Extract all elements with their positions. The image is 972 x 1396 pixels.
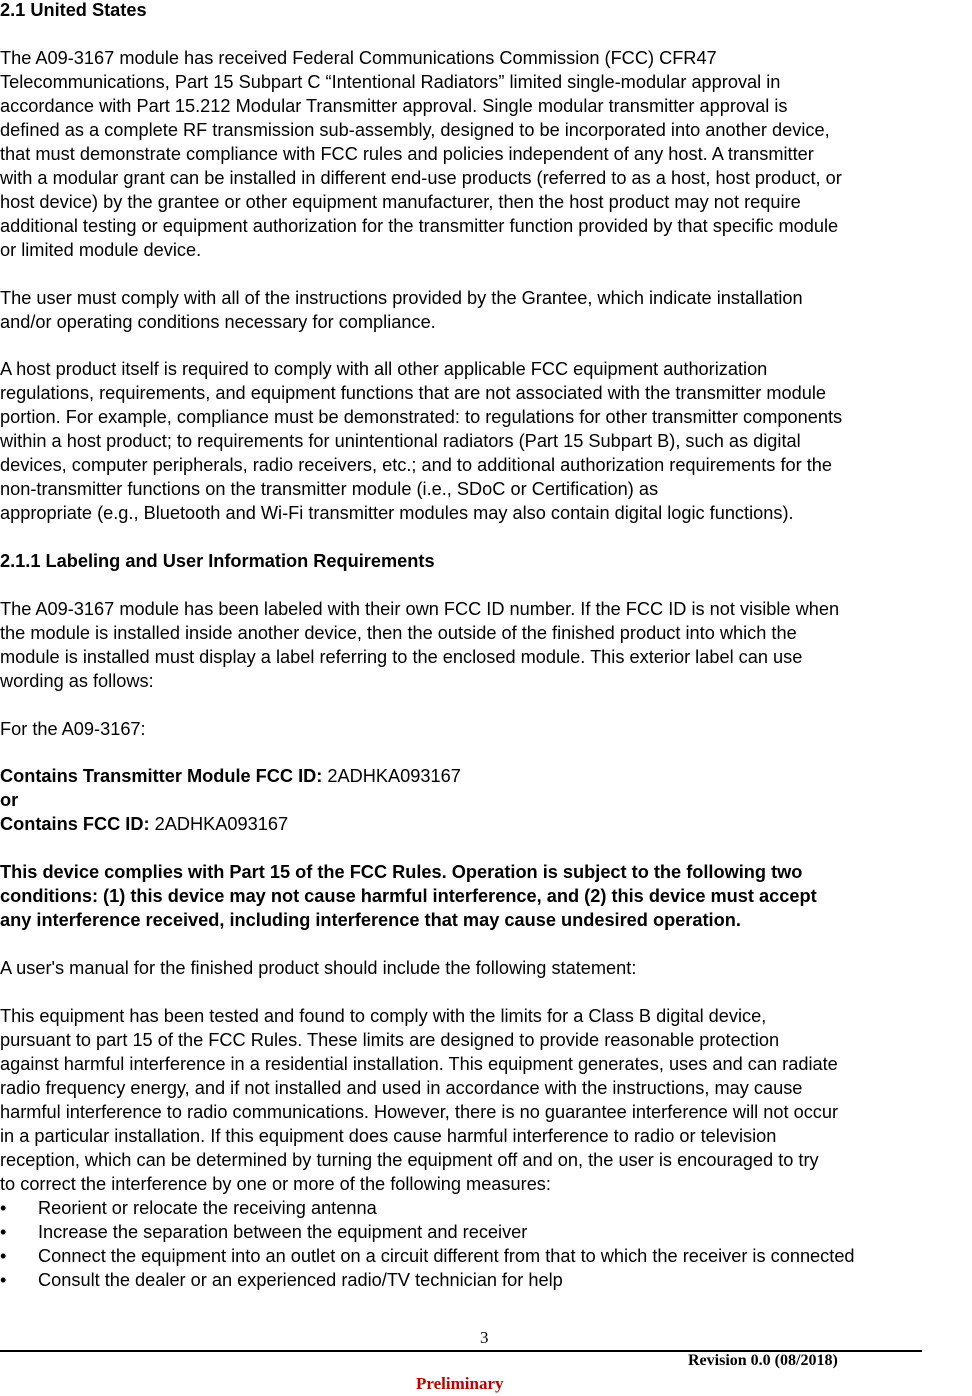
fcc-id-value: 2ADHKA093167	[149, 814, 289, 834]
label-text-2	[0, 812, 288, 836]
for-line: For the A09-3167:	[0, 719, 146, 739]
fcc-id-value: 2ADHKA093167	[322, 766, 461, 786]
paragraph-line: reception, which can be determined by turning the equipment off and on, the user is encouraged to try	[0, 1150, 819, 1170]
paragraph-line: the module is installed inside another device, then the outside of the finished product into which the	[0, 623, 797, 643]
paragraph-line: host device) by the grantee or other equipment manufacturer, then the host product may not require	[0, 192, 801, 212]
bullet-icon: •	[0, 1270, 7, 1290]
section-heading: 2.1 United States	[0, 0, 147, 20]
paragraph-line: harmful interference to radio communications. However, there is no guarantee interference will not occur	[0, 1102, 839, 1122]
revision-label: Revision 0.0 (08/2018)	[688, 1352, 838, 1369]
bullet-icon: •	[0, 1198, 7, 1218]
paragraph-line: The A09-3167 module has been labeled with their own FCC ID number. If the FCC ID is not visible when	[0, 599, 840, 619]
compliance-line: This device complies with Part 15 of the FCC Rules. Operation is subject to the following two	[0, 862, 803, 882]
paragraph-line: devices, computer peripherals, radio receivers, etc.; and to additional authorization requirements for the	[0, 455, 833, 475]
paragraph-line: with a modular grant can be installed in different end-use products (referred to as a host, host product, or	[0, 168, 842, 188]
label-bold: Contains FCC ID:	[0, 814, 150, 834]
bullet-icon: •	[0, 1222, 7, 1242]
label-text-1	[0, 764, 461, 788]
paragraph-line: in a particular installation. If this equipment does cause harmful interference to radio or television	[0, 1126, 777, 1146]
paragraph-line: portion. For example, compliance must be demonstrated: to regulations for other transmitter components	[0, 407, 843, 427]
paragraph-line: A host product itself is required to comply with all other applicable FCC equipment authorization	[0, 359, 768, 379]
label-bold: Contains Transmitter Module FCC ID:	[0, 766, 323, 786]
paragraph-line: This equipment has been tested and found to comply with the limits for a Class B digital device,	[0, 1006, 767, 1026]
paragraph-line: that must demonstrate compliance with FCC rules and policies independent of any host. A transmitter	[0, 144, 814, 164]
bullet-item: Connect the equipment into an outlet on a circuit different from that to which the receiver is connected	[38, 1246, 855, 1266]
paragraph-line: accordance with Part 15.212 Modular Transmitter approval. Single modular transmitter approval is	[0, 96, 788, 116]
paragraph-line: The user must comply with all of the instructions provided by the Grantee, which indicate installation	[0, 288, 803, 308]
compliance-line: any interference received, including interference that may cause undesired operation.	[0, 910, 741, 930]
status-label: Preliminary	[416, 1374, 504, 1393]
paragraph-line: module is installed must display a label referring to the enclosed module. This exterior label can use	[0, 647, 803, 667]
compliance-line: conditions: (1) this device may not cause harmful interference, and (2) this device must accept	[0, 886, 817, 906]
paragraph-line: pursuant to part 15 of the FCC Rules. These limits are designed to provide reasonable protection	[0, 1030, 780, 1050]
bullet-item: Consult the dealer or an experienced radio/TV technician for help	[38, 1270, 563, 1290]
paragraph-line: The A09-3167 module has received Federal Communications Commission (FCC) CFR47	[0, 48, 717, 68]
paragraph-line: within a host product; to requirements for unintentional radiators (Part 15 Subpart B), such as digital	[0, 431, 801, 451]
paragraph-line: against harmful interference in a residential installation. This equipment generates, uses and can radiate	[0, 1054, 838, 1074]
paragraph-line: appropriate (e.g., Bluetooth and Wi-Fi transmitter modules may also contain digital logic functions).	[0, 503, 794, 523]
manual-intro: A user's manual for the finished product should include the following statement:	[0, 958, 637, 978]
or-text: or	[0, 790, 19, 810]
bullet-item: Increase the separation between the equipment and receiver	[38, 1222, 528, 1242]
paragraph-line: radio frequency energy, and if not installed and used in accordance with the instructions, may cause	[0, 1078, 803, 1098]
paragraph-line: or limited module device.	[0, 240, 202, 260]
paragraph-line: regulations, requirements, and equipment functions that are not associated with the transmitter module	[0, 383, 826, 403]
paragraph-line: non-transmitter functions on the transmitter module (i.e., SDoC or Certification) as	[0, 479, 659, 499]
paragraph-line: and/or operating conditions necessary for compliance.	[0, 312, 436, 332]
page-number: 3	[480, 1328, 489, 1347]
paragraph-line: Telecommunications, Part 15 Subpart C “Intentional Radiators” limited single-modular approval in	[0, 72, 781, 92]
paragraph-line: to correct the interference by one or more of the following measures:	[0, 1174, 551, 1194]
paragraph-line: defined as a complete RF transmission sub-assembly, designed to be incorporated into another device,	[0, 120, 830, 140]
paragraph-line: additional testing or equipment authorization for the transmitter function provided by that specific module	[0, 216, 839, 236]
bullet-icon: •	[0, 1246, 7, 1266]
subsection-heading: 2.1.1 Labeling and User Information Requirements	[0, 551, 435, 571]
paragraph-line: wording as follows:	[0, 671, 154, 691]
bullet-item: Reorient or relocate the receiving antenna	[38, 1198, 377, 1218]
